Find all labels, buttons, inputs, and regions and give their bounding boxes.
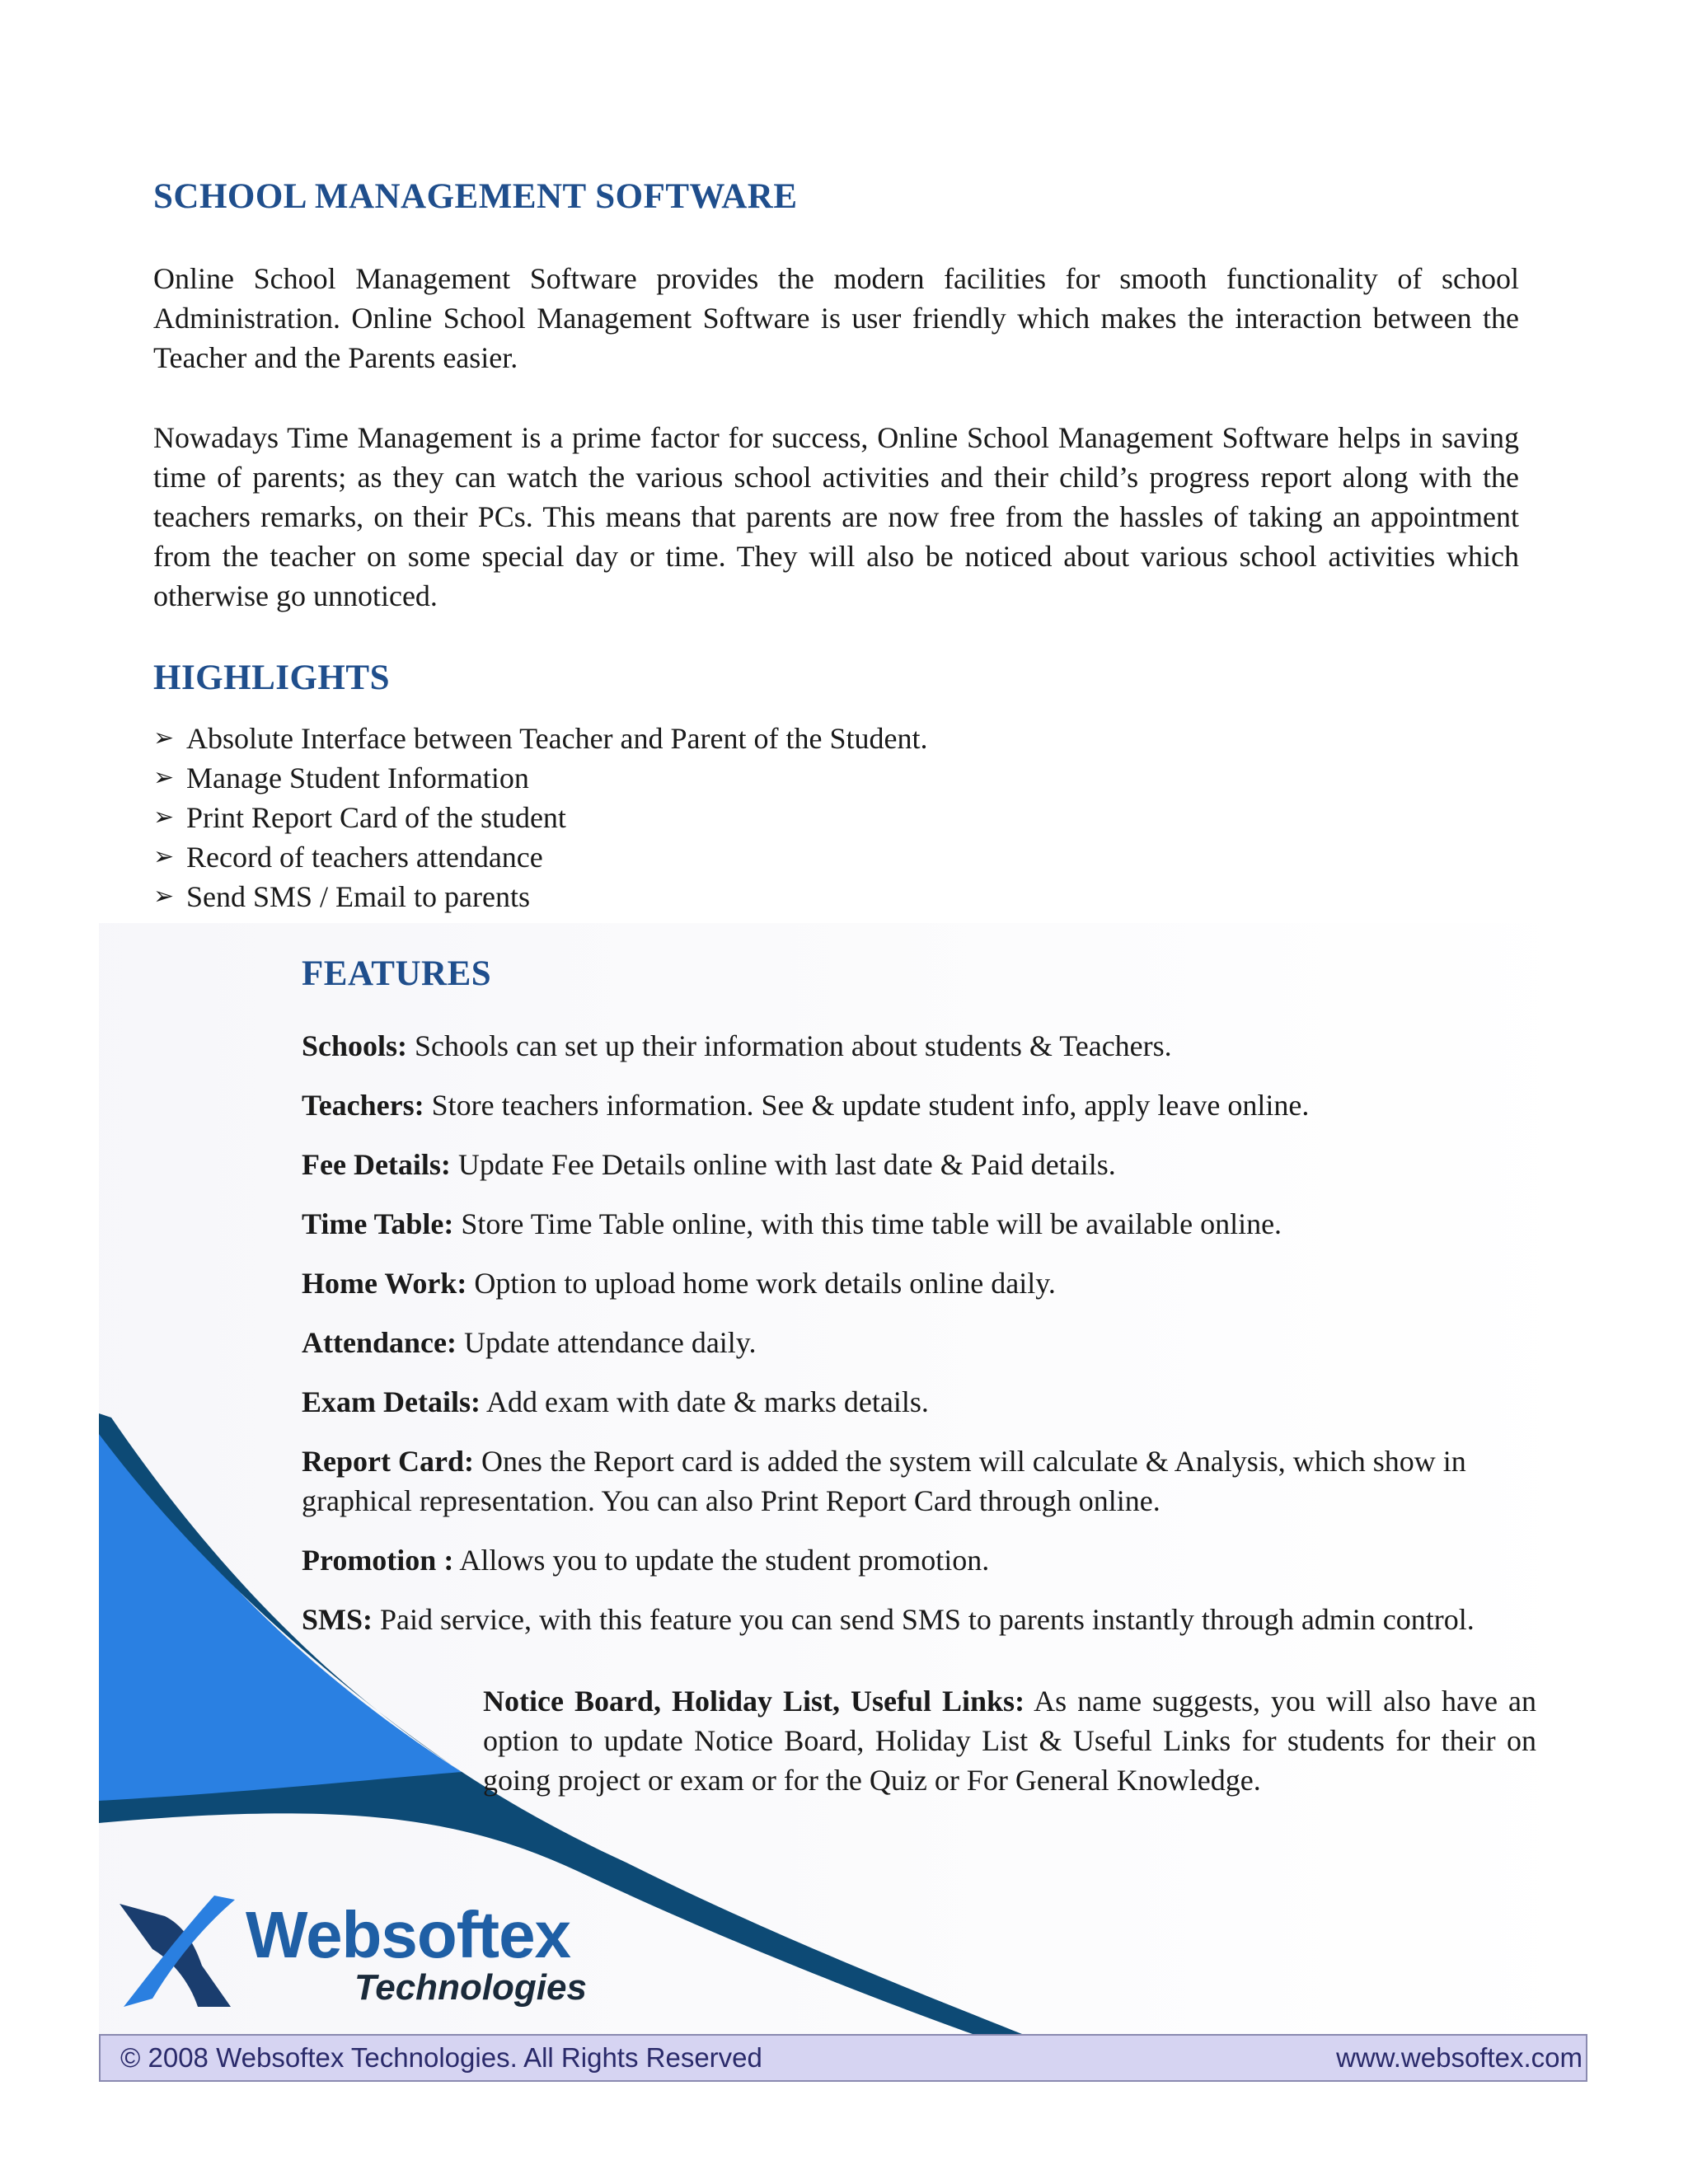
footer-bar [99,2034,1587,2082]
highlights-list [153,719,927,916]
highlights-heading: HIGHLIGHTS [153,658,390,697]
feature-text: Update Fee Details online with last date & Paid details. [450,1148,1116,1181]
arrow-bullet-icon: ➢ [153,842,175,871]
feature-item [302,1382,1563,1422]
feature-item [302,1263,1563,1303]
footer-copyright: © 2008 Websoftex Technologies. All Rights Reserved [120,2042,762,2073]
arrow-bullet-icon: ➢ [153,724,175,752]
feature-label: Exam Details: [302,1385,481,1418]
feature-label: Promotion : [302,1544,454,1577]
feature-label: Report Card: [302,1445,474,1478]
list-item [153,758,927,798]
footer-url-link[interactable]: www.websoftex.com [1336,2042,1582,2073]
arrow-bullet-icon: ➢ [153,882,175,911]
feature-label: Schools: [302,1029,408,1062]
arrow-bullet-icon: ➢ [153,763,175,792]
feature-label: Fee Details: [302,1148,451,1181]
feature-item [302,1323,1563,1362]
list-item [153,837,927,877]
feature-text: Store teachers information. See & update student info, apply leave online. [424,1089,1310,1122]
feature-text: Update attendance daily. [456,1326,757,1359]
feature-text: Paid service, with this feature you can send SMS to parents instantly through admin control. [373,1603,1475,1636]
feature-text: Option to upload home work details online daily. [467,1267,1056,1300]
feature-item [302,1441,1563,1521]
highlight-text: Absolute Interface between Teacher and Parent of the Student. [186,722,928,755]
highlight-text: Manage Student Information [186,762,529,794]
feature-text: Schools can set up their information about students & Teachers. [407,1029,1172,1062]
list-item [153,877,927,916]
feature-label: SMS: [302,1603,373,1636]
highlight-text: Record of teachers attendance [186,841,543,874]
feature-item [302,1204,1563,1244]
x-logo-icon [115,1891,239,2015]
intro-paragraph-2: Nowadays Time Management is a prime factor for success, Online School Management Software helps in saving time of parents; as they can watch the various school activities and their child’s progress report along with the teachers remarks, on their PCs. This means that parents are now free from the hassles of taking an appointment from the teacher on some special day or time. They will also be noticed about various school activities which otherwise go unnoticed. [153,421,1519,612]
logo-name: Websoftex [246,1898,571,1971]
notice-board-feature [483,1681,1536,1800]
feature-item [302,1085,1563,1125]
feature-text: Add exam with date & marks details. [480,1385,929,1418]
page-title: SCHOOL MANAGEMENT SOFTWARE [153,177,798,216]
feature-label: Attendance: [302,1326,457,1359]
features-heading: FEATURES [302,954,492,993]
list-item [153,719,927,758]
feature-item [302,1026,1563,1066]
feature-item [302,1540,1563,1580]
feature-label: Home Work: [302,1267,467,1300]
feature-label: Notice Board, Holiday List, Useful Links: [483,1685,1025,1718]
feature-text: As name suggests, you will also have an option to update Notice Board, Holiday List & Useful Links for students for their on going project or exam or for the Quiz or For General Knowledge. [483,1685,1536,1797]
feature-text: Store Time Table online, with this time table will be available online. [453,1207,1282,1240]
intro-paragraph-1: Online School Management Software provides the modern facilities for smooth functionality of school Administration. Online School Management Software is user friendly which makes the interaction between the Teacher and the Parents easier. [153,262,1519,374]
logo-subtitle: Technologies [354,1967,587,2008]
arrow-bullet-icon: ➢ [153,803,175,832]
features-list [302,1026,1563,1659]
feature-label: Teachers: [302,1089,424,1122]
feature-label: Time Table: [302,1207,454,1240]
feature-item [302,1600,1563,1639]
highlight-text: Send SMS / Email to parents [186,880,530,913]
highlight-text: Print Report Card of the student [186,801,566,834]
feature-text: Ones the Report card is added the system will calculate & Analysis, which show in graphical representation. You can also Print Report Card through online. [302,1445,1466,1517]
websoftex-logo [115,1891,587,2023]
feature-text: Allows you to update the student promotion. [453,1544,990,1577]
list-item [153,798,927,837]
feature-item [302,1145,1563,1184]
